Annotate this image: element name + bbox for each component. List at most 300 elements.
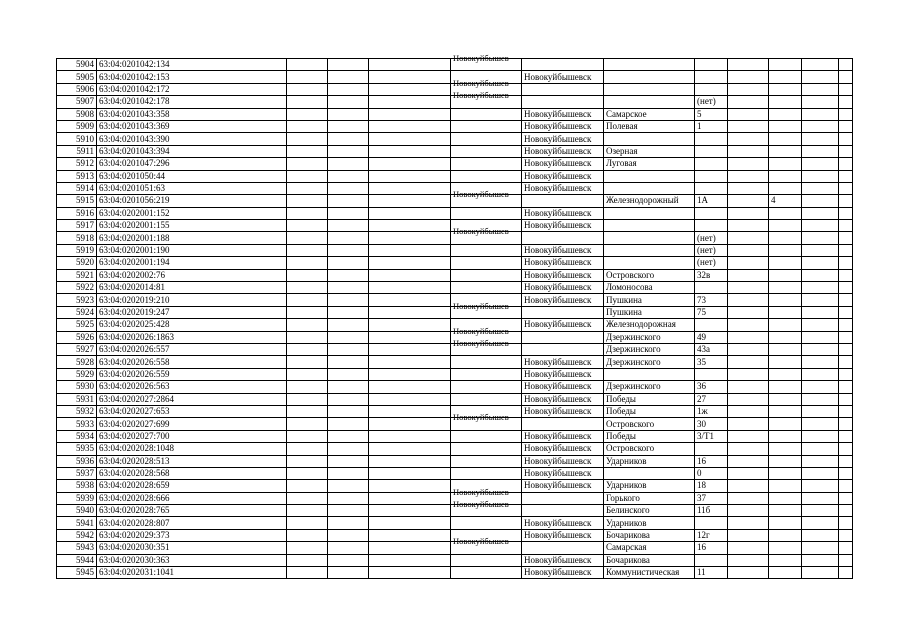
locality-cell (451, 158, 522, 170)
empty-cell (802, 282, 839, 294)
house-cell (695, 319, 728, 331)
city-cell: Новокуйбышевск (522, 207, 604, 219)
extra-cell (769, 467, 802, 479)
locality-cell (451, 499, 522, 517)
locality-cell (451, 412, 522, 430)
empty-cell (328, 108, 369, 120)
empty-cell (839, 405, 853, 417)
house-cell: 1 (695, 120, 728, 132)
empty-cell (369, 133, 451, 145)
street-cell: Островского (604, 418, 695, 430)
table-row (57, 133, 853, 145)
empty-cell (328, 455, 369, 467)
table-row (57, 120, 853, 132)
city-cell: Новокуйбышевск (522, 120, 604, 132)
empty-cell (328, 83, 369, 95)
cadastral-number: 63:04:0202030:363 (97, 554, 287, 566)
empty-cell (728, 455, 769, 467)
empty-cell (728, 244, 769, 256)
empty-cell (369, 319, 451, 331)
city-cell: Новокуйбышевск (522, 182, 604, 194)
cadastral-number: 63:04:0202028:659 (97, 480, 287, 492)
empty-cell (802, 120, 839, 132)
empty-cell (802, 567, 839, 579)
empty-cell (802, 269, 839, 281)
empty-cell (369, 244, 451, 256)
house-cell: 32в (695, 269, 728, 281)
empty-cell (287, 108, 328, 120)
table-row (57, 343, 853, 355)
empty-cell (287, 356, 328, 368)
empty-cell (328, 554, 369, 566)
empty-cell (287, 282, 328, 294)
locality-cell (451, 393, 522, 405)
empty-cell (328, 480, 369, 492)
extra-cell (769, 133, 802, 145)
extra-cell: 4 (769, 195, 802, 207)
street-cell: Луговая (604, 158, 695, 170)
street-cell: Победы (604, 393, 695, 405)
locality-text: Новокуйбышев (453, 53, 509, 63)
street-cell: Горького (604, 492, 695, 504)
empty-cell (728, 182, 769, 194)
empty-cell (369, 492, 451, 504)
row-number: 5925 (57, 319, 97, 331)
empty-cell (728, 120, 769, 132)
empty-cell (369, 83, 451, 95)
empty-cell (728, 343, 769, 355)
cadastral-number: 63:04:0202029:373 (97, 529, 287, 541)
extra-cell (769, 368, 802, 380)
row-number: 5932 (57, 405, 97, 417)
empty-cell (287, 158, 328, 170)
table-row (57, 443, 853, 455)
house-cell (695, 368, 728, 380)
empty-cell (287, 269, 328, 281)
empty-cell (287, 170, 328, 182)
house-cell: 43а (695, 343, 728, 355)
city-cell: Новокуйбышевск (522, 133, 604, 145)
cadastral-number: 63:04:0202001:190 (97, 244, 287, 256)
house-cell (695, 554, 728, 566)
empty-cell (802, 83, 839, 95)
extra-cell (769, 71, 802, 83)
extra-cell (769, 567, 802, 579)
house-cell: 16 (695, 455, 728, 467)
table-row (57, 505, 853, 517)
empty-cell (287, 381, 328, 393)
locality-cell (451, 517, 522, 529)
empty-cell (839, 331, 853, 343)
cadastral-number: 63:04:0202028:666 (97, 492, 287, 504)
house-cell (695, 71, 728, 83)
empty-cell (328, 529, 369, 541)
table-row (57, 158, 853, 170)
extra-cell (769, 455, 802, 467)
table-row (57, 356, 853, 368)
empty-cell (802, 467, 839, 479)
empty-cell (328, 331, 369, 343)
cadastral-number: 63:04:0201056:219 (97, 195, 287, 207)
extra-cell (769, 108, 802, 120)
row-number: 5927 (57, 343, 97, 355)
empty-cell (369, 480, 451, 492)
locality-cell (451, 536, 522, 554)
city-cell: Новокуйбышевск (522, 257, 604, 269)
empty-cell (802, 505, 839, 517)
empty-cell (802, 257, 839, 269)
cadastral-number: 63:04:0202001:152 (97, 207, 287, 219)
empty-cell (839, 430, 853, 442)
cadastral-number: 63:04:0202028:1048 (97, 443, 287, 455)
street-cell (604, 83, 695, 95)
empty-cell (839, 529, 853, 541)
cadastral-number: 63:04:0202028:568 (97, 467, 287, 479)
empty-cell (728, 133, 769, 145)
empty-cell (287, 306, 328, 318)
table-row (57, 393, 853, 405)
city-cell (522, 418, 604, 430)
row-number: 5918 (57, 232, 97, 244)
empty-cell (728, 108, 769, 120)
table-row (57, 418, 853, 430)
cadastral-number: 63:04:0201042:134 (97, 59, 287, 71)
locality-text: Новокуйбышев (453, 337, 509, 348)
empty-cell (287, 393, 328, 405)
cadastral-number: 63:04:0202001:194 (97, 257, 287, 269)
empty-cell (839, 455, 853, 467)
street-cell: Ударников (604, 455, 695, 467)
city-cell: Новокуйбышевск (522, 517, 604, 529)
house-cell (695, 133, 728, 145)
empty-cell (328, 71, 369, 83)
locality-cell (451, 244, 522, 256)
empty-cell (802, 343, 839, 355)
house-cell: 73 (695, 294, 728, 306)
empty-cell (839, 269, 853, 281)
empty-cell (802, 381, 839, 393)
empty-cell (369, 567, 451, 579)
city-cell: Новокуйбышевск (522, 282, 604, 294)
row-number: 5905 (57, 71, 97, 83)
cadastral-number: 63:04:0202027:700 (97, 430, 287, 442)
locality-cell (451, 120, 522, 132)
street-cell: Ломоносова (604, 282, 695, 294)
empty-cell (802, 71, 839, 83)
locality-cell (451, 133, 522, 145)
cadastral-number: 63:04:0202001:188 (97, 232, 287, 244)
empty-cell (802, 368, 839, 380)
city-cell (522, 232, 604, 244)
street-cell (604, 96, 695, 108)
empty-cell (328, 145, 369, 157)
city-cell: Новокуйбышевск (522, 269, 604, 281)
row-number: 5913 (57, 170, 97, 182)
empty-cell (802, 158, 839, 170)
city-cell: Новокуйбышевск (522, 220, 604, 232)
empty-cell (287, 59, 328, 71)
empty-cell (728, 567, 769, 579)
cadastral-number: 63:04:0202001:155 (97, 220, 287, 232)
locality-cell (451, 467, 522, 479)
city-cell: Новокуйбышевск (522, 529, 604, 541)
row-number: 5942 (57, 529, 97, 541)
empty-cell (802, 244, 839, 256)
empty-cell (287, 220, 328, 232)
table-row (57, 517, 853, 529)
empty-cell (802, 356, 839, 368)
empty-cell (802, 207, 839, 219)
locality-text: Новокуйбышев (453, 499, 509, 510)
empty-cell (728, 443, 769, 455)
empty-cell (728, 517, 769, 529)
row-number: 5924 (57, 306, 97, 318)
street-cell: Железнодорожная (604, 319, 695, 331)
empty-cell (328, 269, 369, 281)
extra-cell (769, 443, 802, 455)
street-cell: Белинского (604, 505, 695, 517)
empty-cell (839, 542, 853, 554)
house-cell: 35 (695, 356, 728, 368)
table-row (57, 145, 853, 157)
empty-cell (328, 244, 369, 256)
empty-cell (728, 232, 769, 244)
empty-cell (287, 418, 328, 430)
empty-cell (728, 145, 769, 157)
house-cell: 18 (695, 480, 728, 492)
locality-cell (451, 108, 522, 120)
row-number: 5910 (57, 133, 97, 145)
empty-cell (287, 554, 328, 566)
empty-cell (839, 306, 853, 318)
house-cell: (нет) (695, 244, 728, 256)
empty-cell (328, 343, 369, 355)
locality-cell (451, 368, 522, 380)
city-cell: Новокуйбышевск (522, 244, 604, 256)
empty-cell (728, 294, 769, 306)
empty-cell (328, 59, 369, 71)
empty-cell (369, 282, 451, 294)
locality-cell (451, 269, 522, 281)
locality-text: Новокуйбышев (453, 412, 509, 423)
locality-cell (451, 300, 522, 318)
empty-cell (369, 455, 451, 467)
empty-cell (839, 182, 853, 194)
empty-cell (287, 368, 328, 380)
city-cell: Новокуйбышевск (522, 294, 604, 306)
empty-cell (728, 418, 769, 430)
city-cell (522, 96, 604, 108)
empty-cell (839, 257, 853, 269)
table-row (57, 381, 853, 393)
table-row (57, 467, 853, 479)
extra-cell (769, 294, 802, 306)
empty-cell (369, 59, 451, 71)
empty-cell (839, 505, 853, 517)
table-row (57, 306, 853, 318)
street-cell: Победы (604, 405, 695, 417)
cadastral-number: 63:04:0202028:807 (97, 517, 287, 529)
row-number: 5921 (57, 269, 97, 281)
empty-cell (839, 517, 853, 529)
empty-cell (287, 455, 328, 467)
house-cell (695, 282, 728, 294)
empty-cell (728, 381, 769, 393)
empty-cell (802, 542, 839, 554)
empty-cell (328, 542, 369, 554)
table-row (57, 170, 853, 182)
empty-cell (328, 170, 369, 182)
table-row (57, 567, 853, 579)
empty-cell (728, 220, 769, 232)
house-cell (695, 170, 728, 182)
empty-cell (839, 418, 853, 430)
street-cell: Коммунистическая (604, 567, 695, 579)
cadastral-number: 63:04:0202027:653 (97, 405, 287, 417)
empty-cell (839, 59, 853, 71)
house-cell: 3/Т1 (695, 430, 728, 442)
locality-cell (451, 53, 522, 71)
empty-cell (287, 182, 328, 194)
locality-cell (451, 455, 522, 467)
extra-cell (769, 343, 802, 355)
street-cell: Островского (604, 269, 695, 281)
empty-cell (328, 182, 369, 194)
empty-cell (369, 232, 451, 244)
city-cell: Новокуйбышевск (522, 319, 604, 331)
empty-cell (328, 505, 369, 517)
city-cell: Новокуйбышевск (522, 443, 604, 455)
empty-cell (802, 480, 839, 492)
empty-cell (728, 319, 769, 331)
empty-cell (328, 381, 369, 393)
empty-cell (839, 244, 853, 256)
empty-cell (728, 282, 769, 294)
city-cell (522, 59, 604, 71)
row-number: 5923 (57, 294, 97, 306)
empty-cell (328, 393, 369, 405)
locality-text: Новокуйбышев (453, 536, 509, 547)
empty-cell (287, 331, 328, 343)
empty-cell (287, 319, 328, 331)
house-cell: (нет) (695, 96, 728, 108)
empty-cell (328, 467, 369, 479)
empty-cell (369, 71, 451, 83)
empty-cell (839, 83, 853, 95)
extra-cell (769, 306, 802, 318)
street-cell: Дзержинского (604, 343, 695, 355)
empty-cell (287, 71, 328, 83)
row-number: 5935 (57, 443, 97, 455)
empty-cell (369, 343, 451, 355)
empty-cell (328, 120, 369, 132)
empty-cell (728, 492, 769, 504)
extra-cell (769, 120, 802, 132)
house-cell: (нет) (695, 232, 728, 244)
empty-cell (328, 492, 369, 504)
cadastral-number: 63:04:0202019:247 (97, 306, 287, 318)
extra-cell (769, 59, 802, 71)
table-row (57, 108, 853, 120)
empty-cell (369, 542, 451, 554)
empty-cell (369, 158, 451, 170)
row-number: 5912 (57, 158, 97, 170)
extra-cell (769, 505, 802, 517)
empty-cell (328, 257, 369, 269)
empty-cell (369, 418, 451, 430)
empty-cell (328, 158, 369, 170)
empty-cell (287, 542, 328, 554)
cadastral-number: 63:04:0202028:513 (97, 455, 287, 467)
table-row (57, 368, 853, 380)
house-cell: 12г (695, 529, 728, 541)
street-cell (604, 244, 695, 256)
empty-cell (369, 195, 451, 207)
extra-cell (769, 244, 802, 256)
empty-cell (328, 232, 369, 244)
row-number: 5917 (57, 220, 97, 232)
street-cell (604, 71, 695, 83)
extra-cell (769, 96, 802, 108)
empty-cell (328, 220, 369, 232)
empty-cell (369, 356, 451, 368)
table-row (57, 59, 853, 71)
locality-cell (451, 170, 522, 182)
empty-cell (839, 133, 853, 145)
empty-cell (287, 133, 328, 145)
empty-cell (839, 480, 853, 492)
locality-cell (451, 257, 522, 269)
locality-cell (451, 145, 522, 157)
row-number: 5911 (57, 145, 97, 157)
empty-cell (287, 257, 328, 269)
empty-cell (369, 554, 451, 566)
city-cell: Новокуйбышевск (522, 381, 604, 393)
empty-cell (369, 182, 451, 194)
empty-cell (728, 306, 769, 318)
extra-cell (769, 145, 802, 157)
extra-cell (769, 554, 802, 566)
empty-cell (369, 430, 451, 442)
extra-cell (769, 529, 802, 541)
empty-cell (802, 443, 839, 455)
empty-cell (728, 356, 769, 368)
locality-cell (451, 443, 522, 455)
city-cell: Новокуйбышевск (522, 158, 604, 170)
cadastral-number: 63:04:0202026:558 (97, 356, 287, 368)
city-cell (522, 331, 604, 343)
extra-cell (769, 207, 802, 219)
house-cell (695, 145, 728, 157)
extra-cell (769, 232, 802, 244)
cadastral-number: 63:04:0201043:358 (97, 108, 287, 120)
cadastral-table (56, 53, 853, 579)
locality-text: Новокуйбышев (453, 77, 509, 88)
table-row (57, 430, 853, 442)
extra-cell (769, 381, 802, 393)
row-number: 5909 (57, 120, 97, 132)
empty-cell (802, 133, 839, 145)
cadastral-number: 63:04:0201051:63 (97, 182, 287, 194)
empty-cell (369, 505, 451, 517)
empty-cell (369, 529, 451, 541)
house-cell (695, 220, 728, 232)
empty-cell (802, 294, 839, 306)
street-cell (604, 133, 695, 145)
cadastral-number: 63:04:0202030:351 (97, 542, 287, 554)
house-cell: 5 (695, 108, 728, 120)
empty-cell (369, 269, 451, 281)
